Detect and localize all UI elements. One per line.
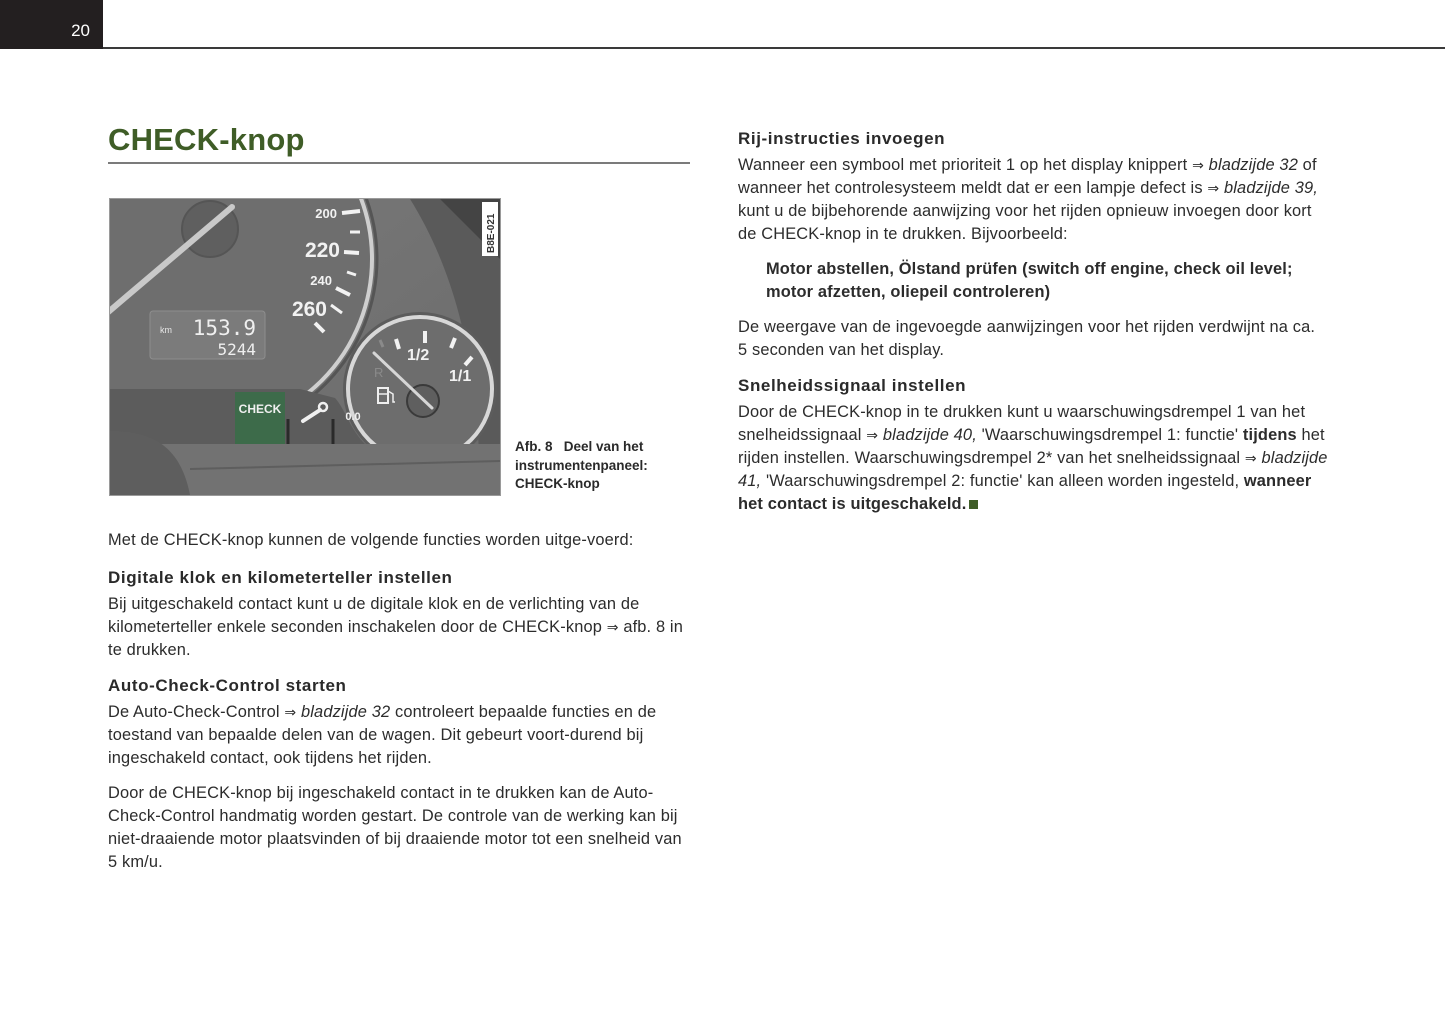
reset-button-label: 0.0 [345,411,361,423]
speed-label-260: 260 [291,298,327,321]
odometer-reading: 5244 [217,340,256,359]
fuel-label-reserve: R [374,365,384,380]
speed-label-240: 240 [310,273,332,288]
section-paragraph-instructions-2: De weergave van de ingevoegde aanwijzingen voor het rijden verdwijnt na ca. 5 seconden van het display. [738,318,1316,359]
text-run: of wanneer het controlesysteem meldt dat er een lampje defect is [738,156,1317,197]
figure-caption [515,438,695,494]
end-of-section-mark-icon [969,500,978,509]
figure-reference[interactable]: afb. 8 in te drukken. [108,618,683,659]
display-unit: km [160,325,172,335]
caption-label: Afb. 8 [515,439,553,454]
check-button-label: CHECK [238,402,282,416]
page-reference-link[interactable]: bladzijde 40, [882,426,977,444]
fuel-label-full: 1/1 [449,368,472,385]
arrow-icon: ⇒ [606,619,619,635]
arrow-icon: ⇒ [284,704,297,720]
text-run: Wanneer een symbool met prioriteit 1 op het display knippert [738,156,1193,174]
page-reference-link[interactable]: bladzijde 32 [1208,156,1298,174]
title-underline [108,162,690,164]
figure-code: B8E-021 [486,213,497,253]
text-run: controleert bepaalde functies en de toestand van bepaalde delen van de wagen. Dit gebeurt voort-durend bij ingeschakeld contact, ook tijdens het rijden. [108,703,657,767]
section-heading-clock: Digitale klok en kilometerteller instellen [108,568,453,587]
arrow-icon: ⇒ [1192,157,1204,173]
fuel-gauge [343,312,497,466]
text-run: De Auto-Check-Control [108,703,285,721]
check-button [235,392,285,444]
caption-text: Deel van het instrumentenpaneel: CHECK-knop [515,439,648,491]
page-reference-link[interactable]: bladzijde 32 [301,703,391,721]
speed-label-200: 200 [315,206,337,221]
emphasis-text: tijdens [1242,426,1297,444]
instrument-panel-figure [109,198,501,496]
page-reference-link[interactable]: bladzijde 39, [1224,179,1318,197]
text-run: 'Waarschuwingsdrempel 1: functie' [976,426,1243,444]
intro-paragraph: Met de CHECK-knop kunnen de volgende functies worden uitge-voerd: [108,531,634,549]
right-column [738,127,1328,528]
section-heading-instructions: Rij-instructies invoegen [738,129,946,148]
text-run: 'Waarschuwingsdrempel 2: functie' kan alleen worden ingesteld, [761,472,1244,490]
page-number: 20 [71,21,90,40]
trip-reading: 153.9 [192,316,256,340]
example-message: Motor abstellen, Ölstand prüfen (switch off engine, check oil level; motor afzetten, oliepeil controleren) [766,260,1293,301]
section-heading-auto-check: Auto-Check-Control starten [108,676,347,695]
section-heading-speed-signal: Snelheidssignaal instellen [738,376,967,395]
section-paragraph-clock [108,593,693,662]
arrow-icon: ⇒ [866,427,879,443]
section-paragraph-instructions [738,154,1328,246]
page-number-box [0,0,103,49]
text-run: het rijden instellen. Waarschuwingsdrempel 2* van het snelheidssignaal [738,426,1325,467]
emphasis-text: wanneer het contact is uitgeschakeld. [738,472,1312,513]
left-column [108,529,693,886]
page-title: CHECK-knop [108,122,305,157]
text-run: Bij uitgeschakeld contact kunt u de digitale klok en de verlichting van de kilometerteller enkele seconden inschakelen door de CHECK-knop [108,595,640,636]
text-run: kunt u de bijbehorende aanwijzing voor het rijden opnieuw invoegen door kort de CHECK-knop in te drukken. Bijvoorbeeld: [738,202,1312,243]
section-paragraph-auto-check-2: Door de CHECK-knop bij ingeschakeld contact in te drukken kan de Auto-Check-Control handmatig worden gestart. De controle van de werking kan bij niet-draaiende motor plaatsvinden of bij draaiende motor tot een snelheid van 5 km/u. [108,784,682,871]
page-reference-link[interactable]: bladzijde 41, [738,449,1328,490]
text-run: Door de CHECK-knop in te drukken kunt u waarschuwingsdrempel 1 van het snelheidssignaal [738,403,1306,444]
speed-label-220: 220 [304,239,340,262]
header-rule [103,47,1445,49]
fuel-label-half: 1/2 [407,347,430,364]
section-paragraph-speed-signal [738,401,1328,516]
section-paragraph-auto-check [108,701,693,770]
arrow-icon: ⇒ [1244,450,1257,466]
arrow-icon: ⇒ [1207,180,1220,196]
